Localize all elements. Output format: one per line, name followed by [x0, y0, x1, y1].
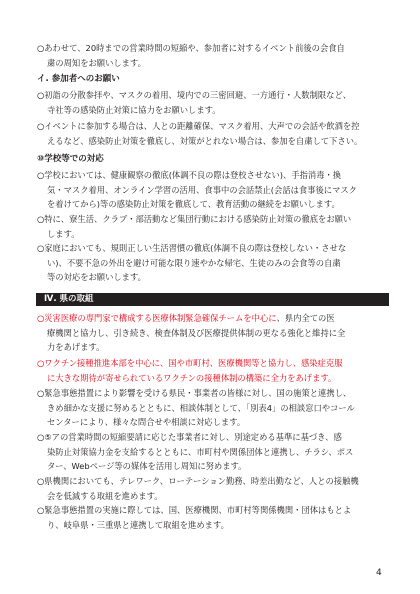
text-line: い)、不要不急の外出を避け可能な限り速やかな帰宅、生徒のみの会食等の自粛 — [47, 257, 341, 268]
text-line: ○県機関においても、テレワーク、ローテーション勤務、時差出勤など、人との接触機 — [37, 476, 359, 486]
text-line: 気・マスク着用、オンライン学習の活用、食事中の会話禁止(会話は食事後にマスク — [47, 184, 357, 195]
list-item — [37, 119, 362, 148]
text-line: ○緊急事態措置により影響を受ける県民・事業者の皆様に対し、国の施策と連携し、 — [37, 388, 352, 398]
page-number: 4 — [376, 568, 382, 578]
text-line: ター、Webページ等の媒体を活用し周知に努めます。 — [47, 461, 247, 471]
text-line: ○⑤アの営業時間の短縮要請に応じた事業者に対し、別途定める基準に基づき、感 — [37, 432, 342, 442]
text-line: り、岐阜県・三重県と連携して取組を進めます。 — [47, 519, 229, 530]
list-item — [37, 168, 357, 212]
text-line: 会を低減する取組を進めます。 — [47, 490, 163, 501]
text-line: ○初詣の分散参拝や、マスクの着用、境内での三密回避、一方通行・人数制限など、 — [37, 90, 352, 100]
text-line: 粛の周知をお願いします。 — [47, 57, 146, 68]
text-line: ○イベントに参加する場合は、人との距離確保、マスク着用、大声での会話や飲酒を控 — [37, 121, 360, 131]
section-heading: Ⅳ. 県の取組 — [44, 294, 94, 304]
list-item — [37, 474, 359, 503]
text-line: センターにより、様々な問合せや相談に対応します。 — [47, 417, 246, 427]
subsection-heading: イ. 参加者へのお願い — [37, 74, 120, 84]
text-line: ○家庭においても、規則正しい生活習慣の徹底(体調不良の際は登校しない・させな — [37, 243, 347, 253]
text-line: します。 — [47, 228, 80, 239]
list-item — [37, 212, 351, 241]
list-item — [37, 88, 351, 117]
section-bar — [36, 293, 389, 306]
section-heading: ⑩学校等での対応 — [37, 154, 104, 164]
list-item — [37, 241, 346, 285]
highlighted-text: ○災害医療の専門家で構成する医療体制緊急確保チームを中心に — [37, 313, 277, 323]
text-line: えるなど、感染防止対策を徹底し、対策がとれない場合は、参加を自粛して下さい。 — [47, 135, 363, 146]
text-line: 療機関と協力し、引き続き、検査体制及び医療提供体制の更なる強化と維持に全 — [47, 327, 346, 338]
text-line: 染防止対策協力金を支給するとともに、市町村や関係団体と連携し、チラシ、ポス — [47, 446, 354, 457]
text-line: ○特に、寮生活、クラブ・部活動など集団行動における感染防止対策の徹底をお願い — [37, 214, 352, 224]
text-line: を着けてから)等の感染防止対策を徹底して、教育活動の継続をお願いします。 — [47, 199, 340, 209]
text-fragment: 、県内全ての医 — [276, 313, 335, 323]
list-item — [37, 430, 353, 474]
text-line: 等の対応をお願いします。 — [47, 272, 146, 282]
list-item — [37, 386, 355, 430]
text-line: ○あわせて、20時までの営業時間の短縮や、参加者に対するイベント前後の会食自 — [37, 43, 345, 53]
list-item — [37, 503, 351, 532]
text-line: 力をあげます。 — [47, 342, 105, 352]
text-line: ○緊急事態措置の実施に際しては、国、医療機関、市町村等関係機関・団体はもとよ — [37, 505, 352, 515]
text-line: ○ワクチン接種推進本部を中心に、国や市町村、医療機関等と協力し、感染症克服 — [37, 358, 343, 368]
text-line: に大きな期待が寄せられているワクチンの接種体制の構築に全力をあげます。 — [47, 372, 337, 383]
intro-paragraph — [37, 41, 345, 70]
list-item — [37, 311, 345, 355]
text-line: ○学校においては、健康観察の徹底(体調不良の際は登校させない)、手指消毒・換 — [37, 170, 342, 180]
text-line: 寺社等の感染防止対策に協力をお願いします。 — [47, 104, 221, 115]
text-line: きめ細かな支援に努めるとともに、相談体制として、「別表4」の相談窓口やコール — [47, 402, 355, 413]
list-item-highlighted — [37, 356, 343, 385]
text-line — [37, 311, 345, 326]
